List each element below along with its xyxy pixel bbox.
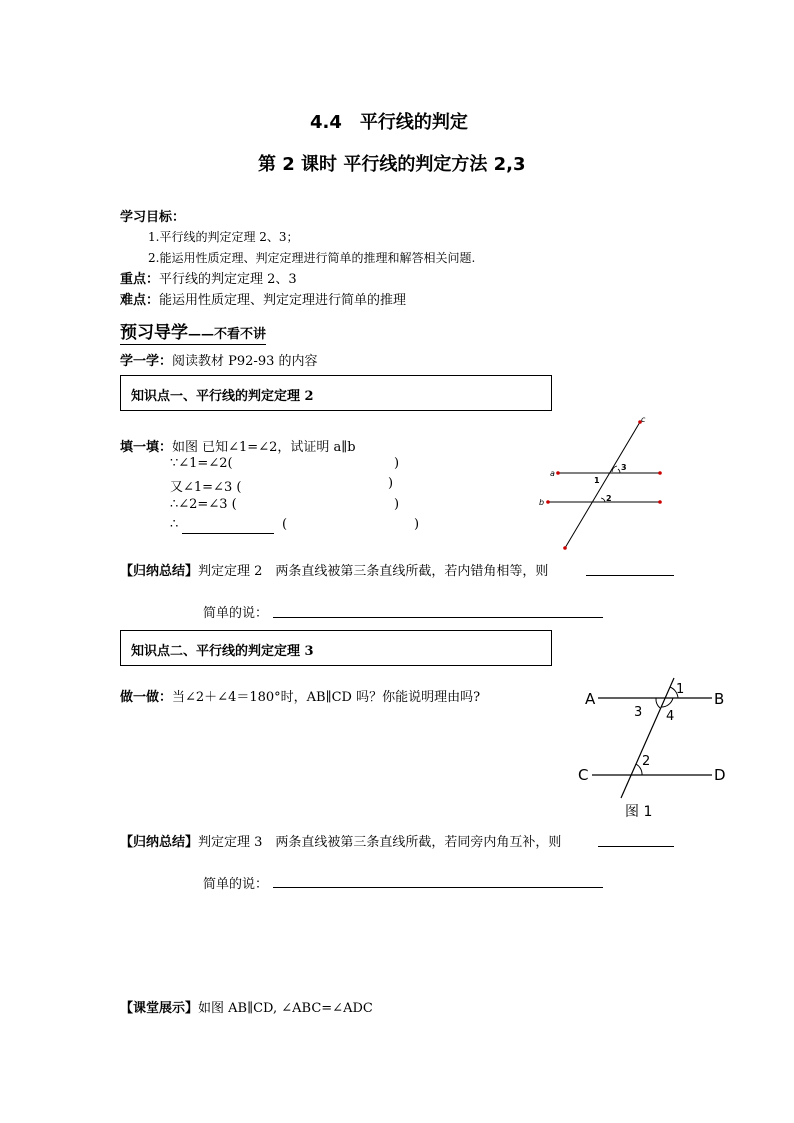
objective-1: 1.平行线的判定定理 2、3； <box>148 230 299 244</box>
label-angle-1: 1 <box>676 682 685 697</box>
point-b-right <box>658 500 662 504</box>
angle-arc-3 <box>656 698 660 708</box>
label-b: b <box>539 498 545 507</box>
transversal <box>621 678 674 798</box>
proof-blank-4[interactable] <box>182 533 274 534</box>
difficulty-label: 难点： <box>120 293 160 308</box>
fill-prompt <box>120 436 356 455</box>
label-A: A <box>585 690 596 708</box>
label-C: C <box>578 766 589 784</box>
proof-paren-4: ( <box>282 517 288 532</box>
figure-1-parallel-lines-ab-cd <box>578 676 730 824</box>
proof-line-2: 又∠1=∠3 ( <box>170 480 242 495</box>
knowledge-point-1-box <box>120 375 552 411</box>
kp1-title: 知识点一、平行线的判定定理 2 <box>131 389 314 404</box>
page-title: 4.4 平行线的判定 <box>310 112 468 133</box>
summary-1-simple-blank[interactable] <box>273 617 603 618</box>
summary-2-blank[interactable] <box>598 846 674 847</box>
label-angle-1: 1 <box>594 476 600 485</box>
summary-2-text: 判定定理 3 两条直线被第三条直线所截，若同旁内角互补，则 <box>198 835 562 850</box>
proof-close-1: ) <box>394 456 400 471</box>
read-line <box>120 350 318 369</box>
proof-line-1: ∵∠1=∠2( <box>170 456 233 471</box>
label-angle-4: 4 <box>666 709 675 724</box>
do-label: 做一做： <box>120 690 173 705</box>
classroom-label: 【课堂展示】 <box>120 1001 199 1016</box>
summary-1-blank[interactable] <box>586 575 674 576</box>
summary-1-label: 【归纳总结】 <box>120 564 199 579</box>
difficulty <box>120 289 406 308</box>
summary-1-text: 判定定理 2 两条直线被第三条直线所截，若内错角相等，则 <box>198 564 549 579</box>
point-a-left <box>556 471 560 475</box>
label-angle-3: 3 <box>621 463 627 472</box>
proof-close-3: ) <box>394 497 400 512</box>
classroom-display <box>120 997 373 1016</box>
fill-label: 填一填： <box>120 440 173 455</box>
difficulty-text: 能运用性质定理、判定定理进行简单的推理 <box>159 293 407 308</box>
objectives-label: 学习目标： <box>120 210 186 225</box>
preview-heading-main: 预习导学 <box>120 323 188 343</box>
read-text: 阅读教材 P92-93 的内容 <box>172 354 318 369</box>
label-B: B <box>714 690 725 708</box>
key-point <box>120 268 297 287</box>
preview-heading <box>120 318 266 345</box>
summary-1-simple-label: 简单的说： <box>203 606 269 621</box>
fill-prompt-text: 如图 已知∠1=∠2，试证明 a∥b <box>172 440 356 455</box>
proof-line-3: ∴∠2=∠3 ( <box>170 497 237 512</box>
classroom-text: 如图 AB∥CD, ∠ABC=∠ADC <box>198 1001 373 1016</box>
figure-caption: 图 1 <box>625 804 653 820</box>
summary-1 <box>120 560 548 579</box>
proof-close-2: ) <box>388 476 394 491</box>
transversal-c <box>565 422 640 548</box>
do-it <box>120 686 480 705</box>
objective-2: 2.能运用性质定理、判定定理进行简单的推理和解答相关问题. <box>148 251 476 265</box>
figure-parallel-lines-ab <box>530 412 690 554</box>
lesson-subtitle: 第 2 课时 平行线的判定方法 2,3 <box>258 154 526 175</box>
do-text: 当∠2＋∠4＝180°时，AB∥CD 吗？你能说明理由吗? <box>172 690 481 705</box>
label-D: D <box>714 766 726 784</box>
proof-close-4: ) <box>414 517 420 532</box>
point-b-left <box>546 500 550 504</box>
label-angle-2: 2 <box>642 754 651 769</box>
label-angle-3: 3 <box>634 705 643 720</box>
label-c: c <box>641 415 646 424</box>
key-point-label: 重点： <box>120 272 160 287</box>
point-c-bottom <box>563 546 567 550</box>
summary-2-simple-blank[interactable] <box>273 887 603 888</box>
read-label: 学一学： <box>120 354 173 369</box>
summary-2-simple-label: 简单的说： <box>203 877 269 892</box>
label-a: a <box>550 469 555 478</box>
summary-2 <box>120 831 561 850</box>
summary-2-label: 【归纳总结】 <box>120 835 199 850</box>
angle-arc-3 <box>618 469 620 473</box>
preview-dash: —— <box>188 327 214 342</box>
key-point-text: 平行线的判定定理 2、3 <box>159 272 297 287</box>
preview-tail: 不看不讲 <box>214 327 267 342</box>
angle-arc-2 <box>601 498 605 502</box>
kp2-title: 知识点二、平行线的判定定理 3 <box>131 644 314 659</box>
point-a-right <box>658 471 662 475</box>
proof-line-4: ∴ <box>170 517 179 532</box>
label-angle-2: 2 <box>606 494 612 503</box>
knowledge-point-2-box <box>120 630 552 666</box>
